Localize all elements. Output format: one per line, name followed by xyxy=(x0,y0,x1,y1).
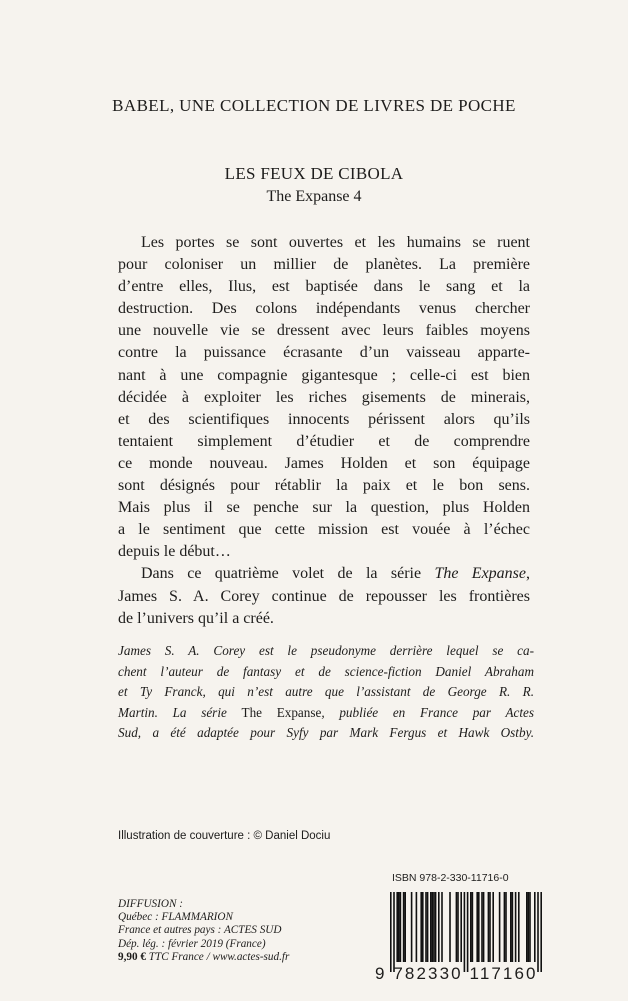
blurb-paragraph-2 xyxy=(118,563,530,629)
blurb-line: contre la puissance écrasante d’un vaisseau apparte- xyxy=(118,344,530,362)
blurb-line: a le sentiment que cette mission est vouée à l’échec xyxy=(118,521,530,539)
blurb-line: décidée à exploiter les riches gisements de minerais, xyxy=(118,388,530,406)
barcode-bar xyxy=(512,892,514,962)
blurb-line: sont désignés pour rétablir la paix et le bon sens. xyxy=(118,477,530,495)
blurb-line: Mais plus il se penche sur la question, plus Holden xyxy=(118,499,530,517)
barcode-bar xyxy=(390,892,392,972)
price-details: TTC France / www.actes-sud.fr xyxy=(145,950,290,963)
price-line xyxy=(118,951,338,964)
blurb xyxy=(118,232,530,630)
barcode-bar xyxy=(467,892,469,972)
barcode-bar xyxy=(396,892,398,962)
author-note xyxy=(118,641,534,744)
barcode-bar xyxy=(400,892,402,962)
barcode-bar xyxy=(416,892,418,962)
barcode-bar xyxy=(464,892,466,972)
blurb-line: destruction. Des colons indépendants venus chercher xyxy=(118,300,530,318)
barcode-bar xyxy=(472,892,474,962)
barcode-bar xyxy=(393,892,395,972)
barcode-bar xyxy=(433,892,435,962)
collection-name: BABEL, UNE COLLECTION DE LIVRES DE POCHE xyxy=(112,96,516,115)
author-note-line: James S. A. Corey est le pseudonyme derrière lequel se ca- xyxy=(118,643,534,658)
blurb-text: Dans ce quatrième volet de la série xyxy=(141,565,435,583)
author-note-line xyxy=(118,703,534,724)
blurb-line: tentaient simplement d’étudier et de comprendre xyxy=(118,432,530,450)
blurb-line xyxy=(118,563,530,585)
barcode-bar xyxy=(489,892,491,962)
barcode-bar xyxy=(499,892,501,962)
barcode-bar xyxy=(398,892,400,962)
illustration-credit: Illustration de couverture : © Daniel Dociu xyxy=(118,830,331,842)
series-title: The Expanse xyxy=(241,704,322,720)
series-title: The Expanse xyxy=(434,565,527,583)
author-note-text: Martin. La série xyxy=(118,704,242,720)
barcode-bar xyxy=(540,892,542,972)
barcode-bar xyxy=(457,892,459,962)
barcode-bar xyxy=(537,892,539,972)
barcode-bar xyxy=(449,892,451,962)
blurb-line: depuis le début… xyxy=(118,543,231,561)
barcode-bar xyxy=(403,892,405,962)
distribution-quebec: Québec : FLAMMARION xyxy=(118,911,233,924)
blurb-line: pour coloniser un millier de planètes. La première xyxy=(118,256,530,274)
blurb-line: nant à une compagnie gigantesque ; celle-ci est bien xyxy=(118,366,530,384)
barcode-bar xyxy=(422,892,424,962)
barcode-bar xyxy=(476,892,478,962)
barcode-bar xyxy=(515,892,517,962)
barcode-bar xyxy=(483,892,485,962)
blurb-line: James S. A. Corey continue de repousser les frontières xyxy=(118,587,530,605)
barcode-bar xyxy=(430,892,432,962)
distribution-heading: DIFFUSION : xyxy=(118,898,183,910)
barcode-bar xyxy=(432,892,434,962)
barcode-bar xyxy=(460,892,462,962)
barcode-bar xyxy=(526,892,528,962)
barcode-bar xyxy=(534,892,536,962)
barcode-bar xyxy=(425,892,427,962)
barcode-bar xyxy=(420,892,422,962)
barcode-bar xyxy=(427,892,429,962)
legal-deposit: Dép. lég. : février 2019 (France) xyxy=(118,937,266,950)
barcode-bar xyxy=(441,892,443,962)
barcode-bar xyxy=(478,892,480,962)
barcode-bar xyxy=(528,892,530,962)
blurb-line: de l’univers qu’il a créé. xyxy=(118,609,274,627)
price: 9,90 € xyxy=(118,950,146,963)
author-note-line: et Ty Franck, qui n’est autre que l’assistant de George R. R. xyxy=(118,684,534,699)
blurb-paragraph-1 xyxy=(118,232,530,563)
distribution-info xyxy=(118,898,338,964)
barcode-bar xyxy=(438,892,440,962)
book-subtitle: The Expanse 4 xyxy=(266,188,362,205)
blurb-line: d’entre elles, Ilus, est baptisée dans le sang et la xyxy=(118,278,530,296)
blurb-line: et des scientifiques innocents périssent alors qu’ils xyxy=(118,410,530,428)
distribution-france: France et autres pays : ACTES SUD xyxy=(118,924,282,937)
barcode-bar xyxy=(510,892,512,962)
barcode-bar xyxy=(404,892,406,962)
author-note-line: Sud, a été adaptée pour Syfy par Mark Fergus et Hawk Ostby. xyxy=(118,725,534,740)
barcode-bar xyxy=(504,892,506,962)
barcode-bar xyxy=(470,892,472,962)
barcode-bar xyxy=(518,892,520,962)
barcode-bar xyxy=(505,892,507,962)
barcode-bar xyxy=(481,892,483,962)
barcode-bar xyxy=(435,892,437,962)
book-title: LES FEUX DE CIBOLA xyxy=(224,164,404,183)
barcode-bar xyxy=(488,892,490,962)
author-note-text: , publiée en France par Actes xyxy=(321,704,535,720)
blurb-line: Les portes se sont ouvertes et les humains se ruent xyxy=(141,234,530,251)
barcode-digits: 9 782330 117160 xyxy=(375,964,538,983)
blurb-text: , xyxy=(526,565,531,583)
barcode-bar xyxy=(456,892,458,962)
blurb-line: ce monde nouveau. James Holden et son équipage xyxy=(118,454,530,472)
barcode-bar xyxy=(529,892,531,962)
author-note-line: chent l’auteur de fantasy et de science-fiction Daniel Abraham xyxy=(118,663,534,679)
isbn: ISBN 978-2-330-11716-0 xyxy=(392,872,509,884)
barcode-bar xyxy=(492,892,494,962)
blurb-line: une nouvelle vie se dressent avec leurs faibles moyens xyxy=(118,322,530,340)
barcode-bar xyxy=(411,892,413,962)
